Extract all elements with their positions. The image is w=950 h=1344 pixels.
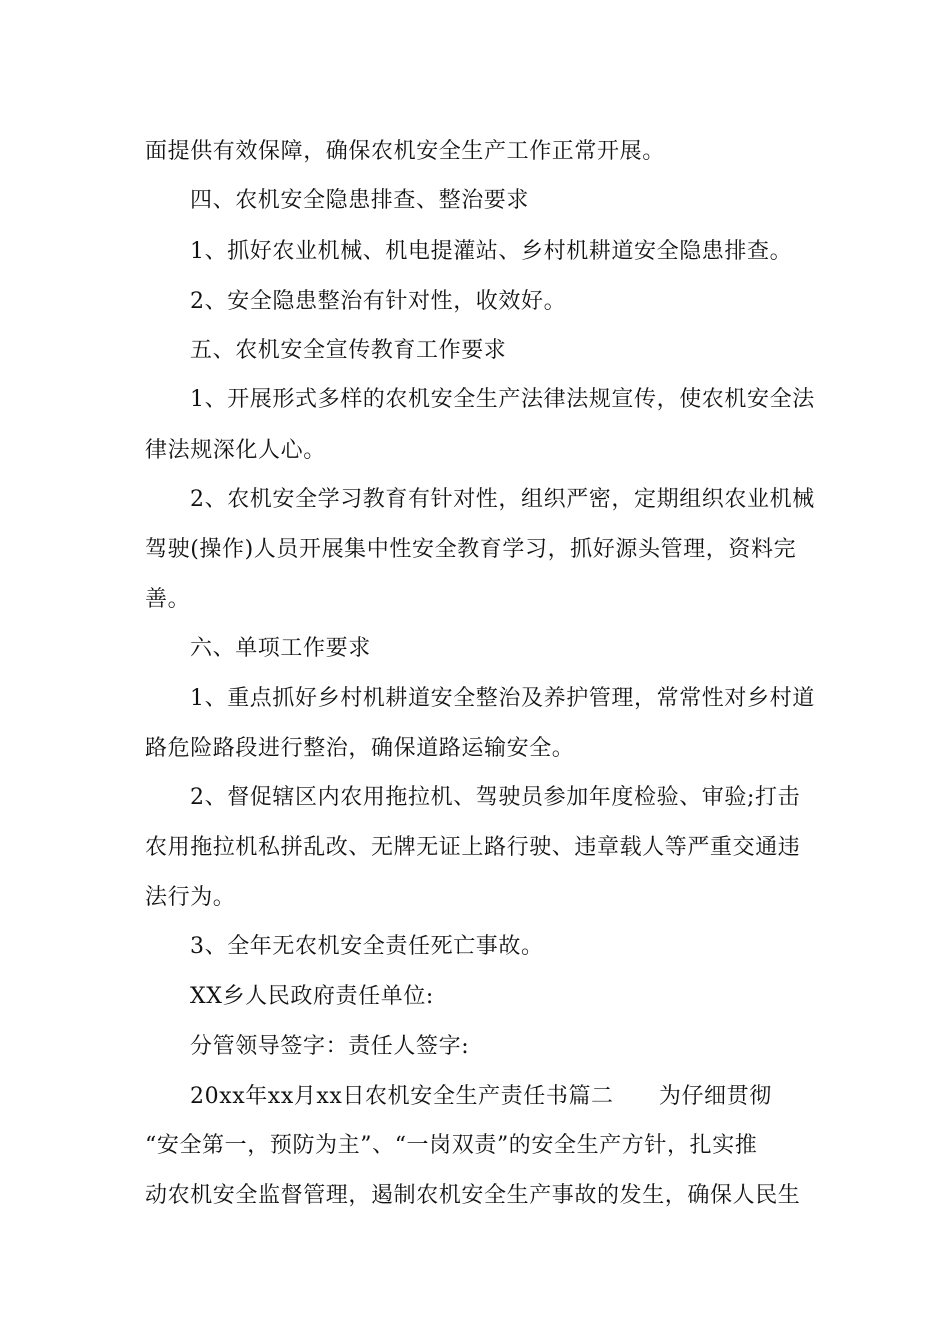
section-title-line: 20xx年xx月xx日农机安全生产责任书篇二 为仔细贯彻 xyxy=(190,1084,772,1109)
paragraph-line: 2、安全隐患整治有针对性，收效好。 xyxy=(190,289,567,314)
paragraph-line: 3、全年无农机安全责任死亡事故。 xyxy=(190,934,544,959)
paragraph-line: 善。 xyxy=(145,587,191,612)
section-heading: 四、农机安全隐患排查、整治要求 xyxy=(190,188,530,213)
paragraph-line: 1、抓好农业机械、机电提灌站、乡村机耕道安全隐患排查。 xyxy=(190,239,793,264)
paragraph-line: 驾驶(操作)人员开展集中性安全教育学习，抓好源头管理，资料完 xyxy=(145,537,797,562)
signature-line: 分管领导签字：责任人签字: xyxy=(190,1034,470,1059)
paragraph-line: 农用拖拉机私拼乱改、无牌无证上路行驶、违章载人等严重交通违 xyxy=(145,835,801,860)
paragraph-line: 2、农机安全学习教育有针对性，组织严密，定期组织农业机械 xyxy=(190,487,815,512)
paragraph-line: “安全第一，预防为主”、“一岗双责”的安全生产方针，扎实推 xyxy=(145,1133,758,1158)
paragraph-line: 律法规深化人心。 xyxy=(145,438,326,463)
paragraph-line: 2、督促辖区内农用拖拉机、驾驶员参加年度检验、审验;打击 xyxy=(190,785,801,810)
paragraph-line: 法行为。 xyxy=(145,885,236,910)
section-heading: 六、单项工作要求 xyxy=(190,636,371,661)
paragraph-line: 路危险路段进行整治，确保道路运输安全。 xyxy=(145,736,575,761)
paragraph-line: 1、重点抓好乡村机耕道安全整治及养护管理，常常性对乡村道 xyxy=(190,686,815,711)
paragraph-line: 面提供有效保障，确保农机安全生产工作正常开展。 xyxy=(145,139,665,164)
paragraph-line: 1、开展形式多样的农机安全生产法律法规宣传，使农机安全法 xyxy=(190,387,815,412)
responsible-unit-line: XX乡人民政府责任单位: xyxy=(190,984,434,1009)
paragraph-line: 动农机安全监督管理，遏制农机安全生产事故的发生，确保人民生 xyxy=(145,1183,801,1208)
section-heading: 五、农机安全宣传教育工作要求 xyxy=(190,338,507,363)
